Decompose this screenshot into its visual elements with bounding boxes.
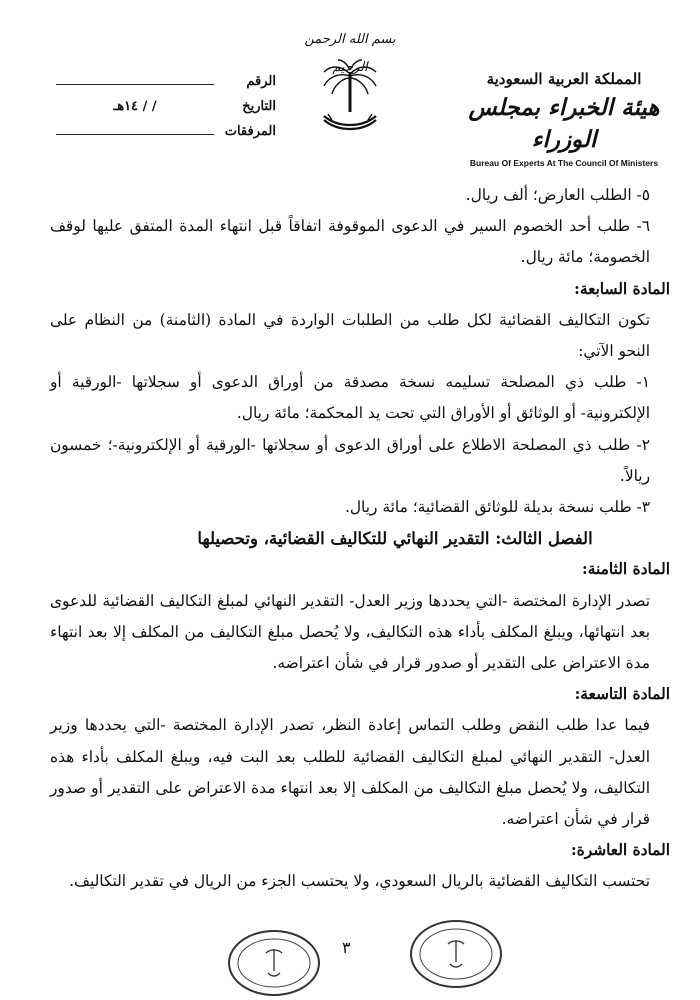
item-6: ٦- طلب أحد الخصوم السير في الدعوى الموقوفة اتفاقاً قبل انتهاء المدة المتفق عليها لوقف الخصومة؛ مائة ريال. <box>50 217 650 267</box>
ref-date-value: / / ١٤هـ <box>113 99 157 114</box>
chapter-3-heading: الفصل الثالث: التقدير النهائي للتكاليف القضائية، وتحصيلها <box>197 529 593 549</box>
ref-attachments-label: المرفقات <box>224 124 276 139</box>
ref-attachments-line <box>56 124 214 135</box>
stamp-general-secretariat-icon <box>410 920 502 988</box>
article-7-intro: تكون التكاليف القضائية لكل طلب من الطلبات الواردة في المادة (الثامنة) من النظام على النحو الآتي: <box>50 310 650 361</box>
item-5: ٥- الطلب العارض؛ ألف ريال. <box>465 186 650 204</box>
organization-name-arabic: هيئة الخبراء بمجلس الوزراء <box>468 94 660 153</box>
country-name: المملكة العربية السعودية <box>486 70 642 88</box>
article-7-item-1: ١- طلب ذي المصلحة تسليمه نسخة مصدقة من أوراق الدعوى أو سجلاتها -الورقية أو الإلكترونية- أو الوثائق أو الأوراق التي تحت يد المحكمة؛ مائة ريال. <box>50 373 650 423</box>
article-10-heading: المادة العاشرة: <box>570 841 670 860</box>
organization-name-english: Bureau Of Experts At The Council Of Ministers <box>469 158 659 168</box>
article-7-heading: المادة السابعة: <box>574 279 670 298</box>
article-9-text: فيما عدا طلب النقض وطلب التماس إعادة النظر، تصدر الإدارة المختصة -التي يحددها وزير العدل- التقدير النهائي لمبلغ التكاليف القضائية للطلب بعد البت فيه، ويبلغ المكلف بأداء هذه التكاليف، ولا يُحصل مبلغ التكاليف من المكلف إلا بعد انتهاء مدة الاعتراض على التقدير أو صدور قرار في شأن اعتراضه. <box>50 716 650 829</box>
article-7-item-2: ٢- طلب ذي المصلحة الاطلاع على أوراق الدعوى أو سجلاتها -الورقية أو الإلكترونية-؛ خمسون ريالاً. <box>50 435 650 485</box>
basmala: بسم الله الرحمن الرحيم <box>304 32 396 75</box>
organization-header <box>464 70 664 168</box>
article-8-heading: المادة الثامنة: <box>582 560 670 579</box>
stamp-general-secretariat-graphic <box>412 922 500 986</box>
palm-and-swords-emblem-icon <box>318 58 382 140</box>
ref-number-label: الرقم <box>246 74 276 89</box>
article-7-item-3: ٣- طلب نسخة بديلة للوثائق القضائية؛ مائة ريال. <box>344 498 650 517</box>
page-number: ٣ <box>342 938 351 957</box>
stamp-bureau-of-experts-graphic <box>230 932 318 994</box>
ref-attachments-row <box>56 124 276 149</box>
article-8-text: تصدر الإدارة المختصة -التي يحددها وزير العدل- التقدير النهائي لمبلغ التكاليف القضائية للدعوى بعد انتهائها، ويبلغ المكلف بأداء هذه التكاليف، ولا يُحصل مبلغ التكاليف من المكلف إلا بعد انتهاء مدة الاعتراض على التقدير أو صدور قرار في شأن اعتراضه. <box>50 591 650 673</box>
ref-number-line <box>56 74 214 85</box>
ref-date-label: التاريخ <box>242 99 276 114</box>
article-10-text: تحتسب التكاليف القضائية بالريال السعودي، ولا يحتسب الجزء من الريال في تقدير التكاليف. <box>69 872 650 891</box>
reference-block <box>56 74 276 149</box>
document-body <box>50 180 670 898</box>
stamp-bureau-of-experts-icon <box>228 930 320 996</box>
ref-date-row <box>56 99 276 124</box>
ref-number-row <box>56 74 276 99</box>
article-9-heading: المادة التاسعة: <box>574 685 670 704</box>
